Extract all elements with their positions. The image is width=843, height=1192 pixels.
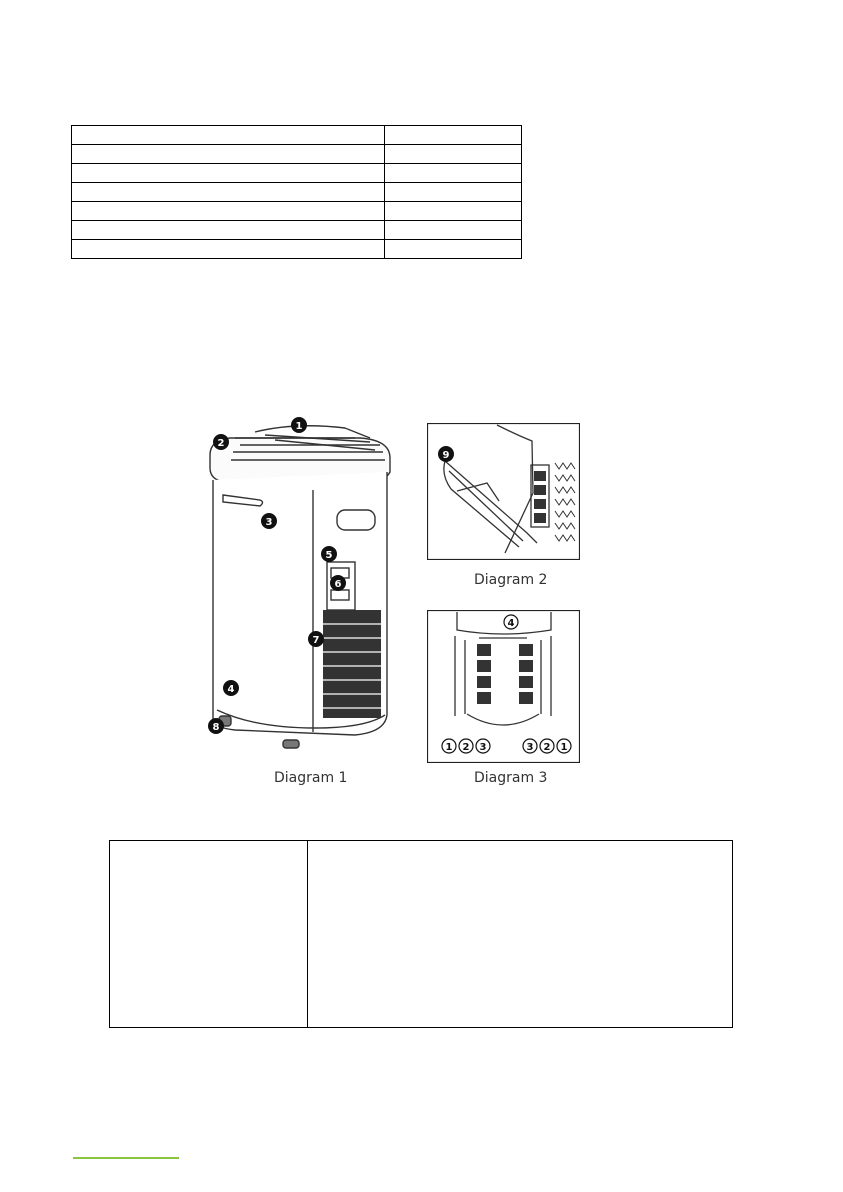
callout-1-right: 1 xyxy=(560,742,568,753)
diagram-3-caption: Diagram 3 xyxy=(474,770,548,786)
info-table xyxy=(109,840,733,1028)
table-row xyxy=(72,221,522,240)
table-row xyxy=(72,164,522,183)
table-row xyxy=(110,841,733,1028)
callout-2-right: 2 xyxy=(543,742,551,753)
diagram-1-callouts xyxy=(195,410,405,755)
table-row xyxy=(72,240,522,259)
callout-5: 5 xyxy=(325,550,333,561)
callout-7: 7 xyxy=(312,635,320,646)
diagram-2-illustration xyxy=(427,423,580,560)
footer-accent-line xyxy=(73,1157,179,1159)
diagram-3-illustration xyxy=(427,610,580,763)
callout-8: 8 xyxy=(212,722,220,733)
callout-9: 9 xyxy=(442,450,450,461)
callout-4: 4 xyxy=(227,684,235,695)
callout-1-left: 1 xyxy=(445,742,453,753)
callout-2-left: 2 xyxy=(462,742,470,753)
callout-6: 6 xyxy=(334,579,342,590)
callout-3: 3 xyxy=(265,517,273,528)
diagram-2-caption: Diagram 2 xyxy=(474,572,548,588)
table-row xyxy=(72,145,522,164)
callout-3-left: 3 xyxy=(479,742,487,753)
callout-3-right: 3 xyxy=(526,742,534,753)
table-row xyxy=(72,202,522,221)
table-row xyxy=(72,183,522,202)
diagram-1-caption: Diagram 1 xyxy=(274,770,348,786)
table-row xyxy=(72,126,522,145)
callout-1: 1 xyxy=(295,421,303,432)
callout-4: 4 xyxy=(507,618,515,629)
spec-table xyxy=(71,125,522,259)
callout-2: 2 xyxy=(217,438,225,449)
